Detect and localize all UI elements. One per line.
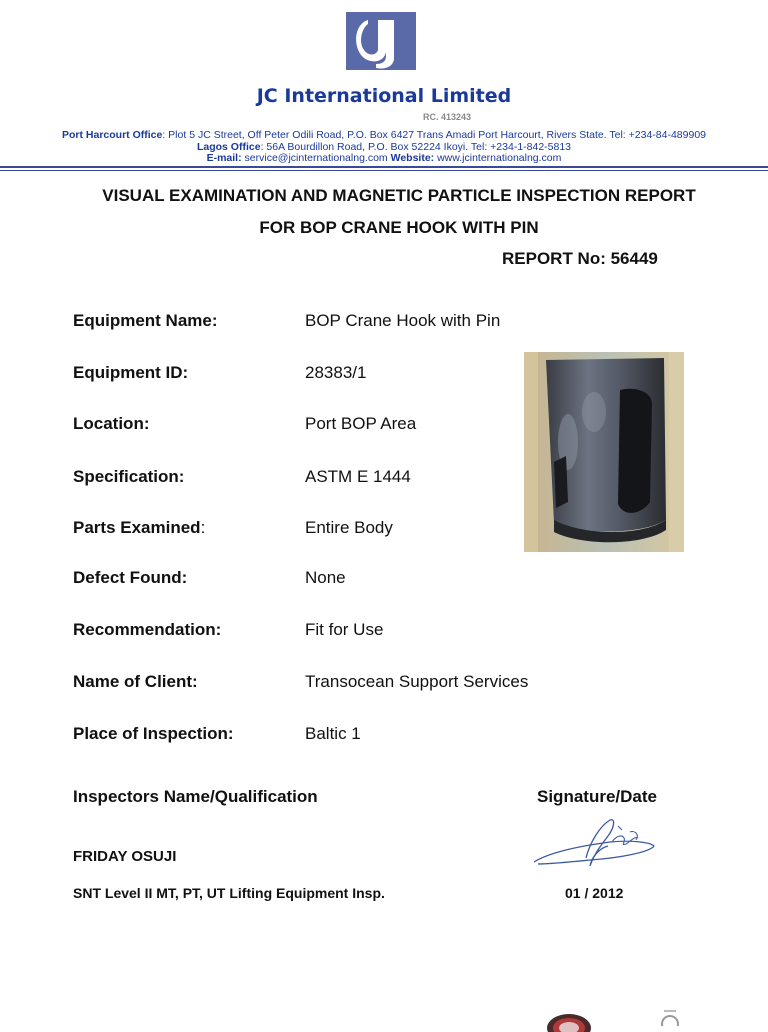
- inspection-date: 01 / 2012: [565, 885, 624, 901]
- lagos-office-label: Lagos Office: [196, 141, 261, 153]
- report-title-line1: VISUAL EXAMINATION AND MAGNETIC PARTICLE INSPECTION REPORT: [102, 186, 696, 205]
- field-value-equipment-name: BOP Crane Hook with Pin: [305, 311, 501, 330]
- field-label-location: Location:: [73, 414, 150, 433]
- report-title-line2: FOR BOP CRANE HOOK WITH PIN: [259, 218, 539, 237]
- field-value-place-of-inspection: Baltic 1: [305, 724, 361, 743]
- certification-seal-icon: [546, 1012, 592, 1032]
- port-harcourt-office-address: [0, 129, 768, 141]
- field-value-parts-examined: Entire Body: [305, 518, 393, 537]
- field-label-equipment-name: Equipment Name:: [73, 311, 218, 330]
- parts-examined-label-text: Parts Examined: [73, 518, 201, 537]
- field-label-equipment-id: Equipment ID:: [73, 363, 189, 382]
- inspector-name: FRIDAY OSUJI: [73, 848, 177, 865]
- header-divider: [0, 166, 768, 168]
- field-value-client-name: Transocean Support Services: [305, 672, 529, 691]
- header-divider-thin: [0, 170, 768, 171]
- field-value-specification: ASTM E 1444: [305, 467, 411, 486]
- company-name: JC International Limited: [256, 85, 512, 107]
- contact-line: [0, 152, 768, 164]
- ph-office-label: Port Harcourt Office: [61, 129, 163, 141]
- signature-icon: [530, 812, 660, 874]
- inspector-qualification: SNT Level II MT, PT, UT Lifting Equipment Insp.: [73, 885, 385, 901]
- field-label-parts-examined: [73, 518, 205, 538]
- field-value-location: Port BOP Area: [305, 414, 417, 433]
- signature-date-heading: Signature/Date: [537, 787, 657, 806]
- lagos-office-text: : 56A Bourdillon Road, P.O. Box 52224 Ikoyi. Tel: +234-1-842-5813: [260, 141, 572, 153]
- field-label-client-name: Name of Client:: [73, 672, 198, 691]
- report-number: REPORT No: 56449: [502, 249, 658, 268]
- field-value-equipment-id: 28383/1: [305, 363, 367, 382]
- website-value[interactable]: www.jcinternationalng.com: [434, 152, 562, 164]
- field-value-defect-found: None: [305, 568, 346, 587]
- jc-logo-icon: [346, 12, 416, 78]
- email-value[interactable]: service@jcinternationalng.com: [241, 152, 391, 164]
- field-label-defect-found: Defect Found:: [73, 568, 188, 587]
- crane-hook-photo: [524, 352, 684, 552]
- website-label: Website:: [390, 152, 435, 164]
- field-label-place-of-inspection: Place of Inspection:: [73, 724, 234, 743]
- ph-office-text: : Plot 5 JC Street, Off Peter Odili Road, P.O. Box 6427 Trans Amadi Port Harcourt, Rivers State. Tel: +234-84-489909: [162, 129, 706, 141]
- field-label-specification: Specification:: [73, 467, 185, 486]
- field-label-recommendation: Recommendation:: [73, 620, 222, 639]
- inspectors-heading: Inspectors Name/Qualification: [73, 787, 318, 806]
- email-label: E-mail:: [206, 152, 242, 164]
- parts-examined-label-colon: :: [200, 518, 206, 537]
- rc-number: RC. 413243: [423, 112, 472, 122]
- field-value-recommendation: Fit for Use: [305, 620, 384, 639]
